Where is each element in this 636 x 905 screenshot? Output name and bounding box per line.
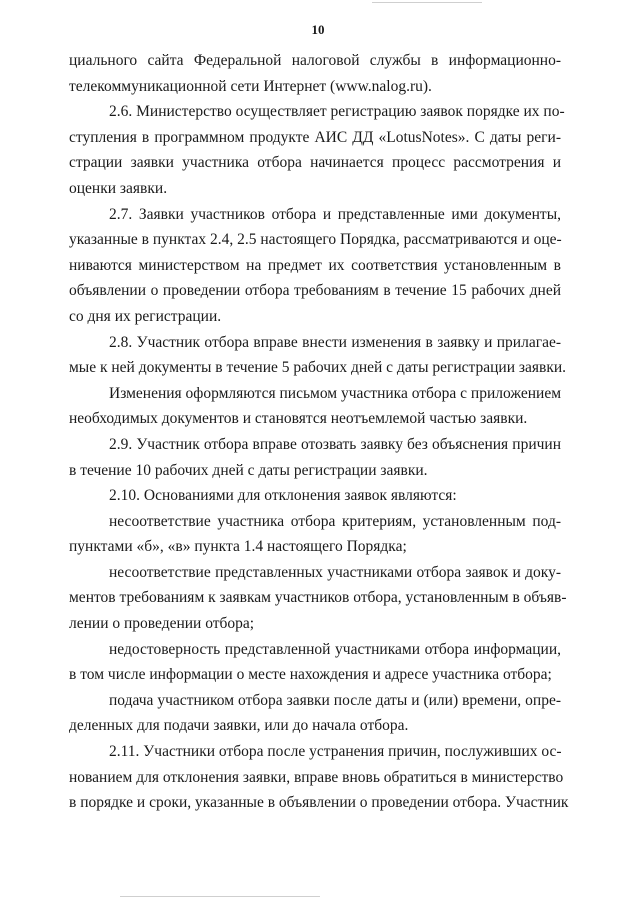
text-line: недостоверность представленной участниками отбора информации, xyxy=(109,640,561,658)
text-line: нованием для отклонения заявки, вправе вновь обратиться в министерство xyxy=(69,768,564,786)
text-line: деленных для подачи заявки, или до начала отбора. xyxy=(69,717,409,735)
text-line: 2.11. Участники отбора после устранения причин, послуживших ос- xyxy=(109,743,562,761)
text-line: 2.10. Основаниями для отклонения заявок являются: xyxy=(109,487,457,505)
text-line: ступления в программном продукте АИС ДД «LotusNotes». С даты реги- xyxy=(69,128,561,146)
text-line: несоответствие участника отбора критериям, установленным под- xyxy=(109,512,561,530)
text-line: 2.6. Министерство осуществляет регистрацию заявок порядке их по- xyxy=(109,103,565,121)
text-line: в течение 10 рабочих дней с даты регистрации заявки. xyxy=(69,461,428,479)
text-line: оценки заявки. xyxy=(69,179,168,197)
text-line: 2.9. Участник отбора вправе отозвать заявку без объяснения причин xyxy=(109,435,561,453)
text-line: циального сайта Федеральной налоговой службы в информационно- xyxy=(69,52,561,69)
text-line: подача участником отбора заявки после даты и (или) времени, опре- xyxy=(109,691,561,709)
text-line: ментов требованиям к заявкам участников отбора, установленным в объяв- xyxy=(69,589,567,607)
text-line: объявлении о проведении отбора требованиям в течение 15 рабочих дней xyxy=(69,282,561,300)
text-line: в том числе информации о месте нахождения и адресе участника отбора; xyxy=(69,666,552,684)
text-line: пунктами «б», «в» пункта 1.4 настоящего Порядка; xyxy=(69,538,407,556)
document-body xyxy=(69,48,569,816)
scan-artifact-line xyxy=(372,2,482,3)
text-line: ниваются министерством на предмет их соответствия установленным в xyxy=(69,256,561,274)
text-line: необходимых документов и становятся неотъемлемой частью заявки. xyxy=(69,410,528,428)
text-line: мые к ней документы в течение 5 рабочих дней с даты регистрации заявки. xyxy=(69,359,567,377)
scan-artifact-line xyxy=(120,896,320,897)
text-line: 2.8. Участник отбора вправе внести изменения в заявку и прилагае- xyxy=(109,333,561,351)
page-number: 10 xyxy=(311,22,325,37)
text-line: телекоммуникационной сети Интернет (www.nalog.ru). xyxy=(69,77,432,95)
text-line: указанные в пунктах 2.4, 2.5 настоящего Порядка, рассматриваются и оце- xyxy=(69,231,562,249)
text-line: несоответствие представленных участниками отбора заявок и доку- xyxy=(109,563,561,581)
text-line: лении о проведении отбора; xyxy=(69,615,255,633)
text-line: 2.7. Заявки участников отбора и представленные ими документы, xyxy=(109,205,561,223)
text-line: Изменения оформляются письмом участника отбора с приложением xyxy=(109,384,562,402)
text-line: в порядке и сроки, указанные в объявлении о проведении отбора. Участник xyxy=(69,794,569,812)
text-line: со дня их регистрации. xyxy=(69,307,222,325)
text-line: страции заявки участника отбора начинается процесс рассмотрения и xyxy=(69,154,561,172)
